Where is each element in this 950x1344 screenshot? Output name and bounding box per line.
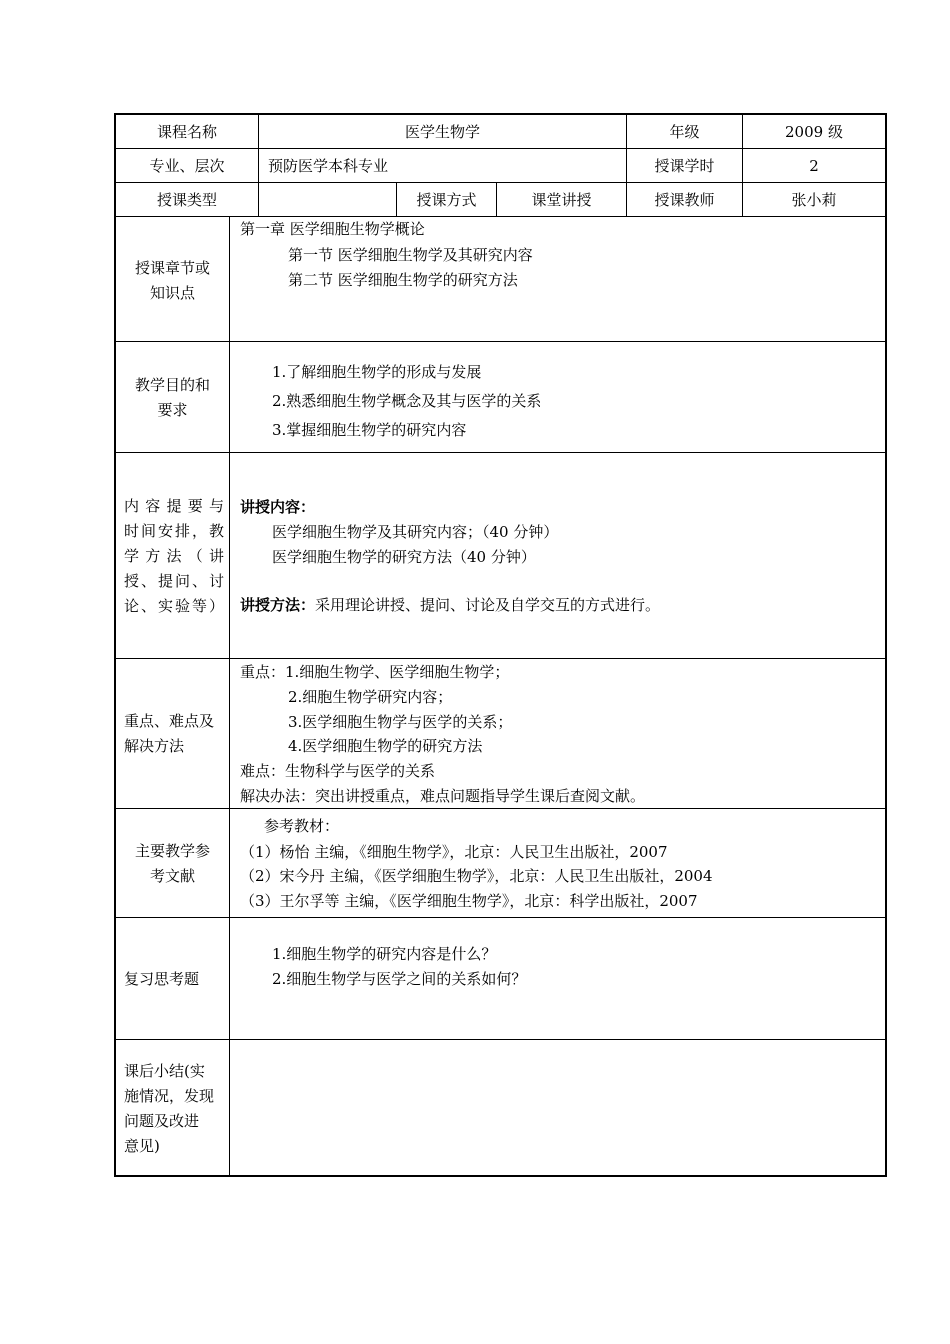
course-name-value: 医学生物学 xyxy=(404,123,480,141)
keypoint-line: 3.医学细胞生物学与医学的关系； xyxy=(288,713,513,731)
chapter-section-2: 第二节 医学细胞生物学的研究方法 xyxy=(288,271,518,289)
hours-value: 2 xyxy=(809,156,819,175)
method-text: 采用理论讲授、提问、讨论及自学交互的方式进行。 xyxy=(315,596,661,614)
type-label: 授课类型 xyxy=(156,191,217,209)
review-label: 复习思考题 xyxy=(124,970,200,988)
lecture-item: 医学细胞生物学的研究方法（40 分钟） xyxy=(272,548,536,566)
difficulty-line: 难点：生物科学与医学的关系 xyxy=(240,762,436,780)
keypoint-line: 2.细胞生物学研究内容； xyxy=(288,688,453,706)
method-line xyxy=(240,595,660,615)
lecture-heading: 讲授内容： xyxy=(240,498,316,516)
course-name-label: 课程名称 xyxy=(156,123,217,141)
review-question: 2.细胞生物学与医学之间的关系如何？ xyxy=(272,970,527,988)
chapters-label: 授课章节或 知识点 xyxy=(134,259,210,302)
objective-item: 3.掌握细胞生物学的研究内容 xyxy=(272,421,467,439)
chapter-title: 第一章 医学细胞生物学概论 xyxy=(240,220,425,238)
chapter-section-1: 第一节 医学细胞生物学及其研究内容 xyxy=(288,246,533,264)
grade-label: 年级 xyxy=(669,123,700,141)
reference-item: （3）王尔孚等 主编，《医学细胞生物学》，北京：科学出版社，2007 xyxy=(240,892,698,910)
references-heading: 参考教材： xyxy=(264,817,340,835)
objectives-label: 教学目的和 要求 xyxy=(134,376,210,419)
teacher-value: 张小莉 xyxy=(791,191,837,209)
objective-item: 1.了解细胞生物学的形成与发展 xyxy=(272,363,482,381)
keypoints-label: 重点、难点及 解决方法 xyxy=(124,712,215,755)
reference-item: （2）宋今丹 主编，《医学细胞生物学》，北京：人民卫生出版社，2004 xyxy=(240,867,713,885)
lecture-item: 医学细胞生物学及其研究内容；（40 分钟） xyxy=(272,523,559,541)
review-question: 1.细胞生物学的研究内容是什么？ xyxy=(272,945,497,963)
keypoint-line: 4.医学细胞生物学的研究方法 xyxy=(288,737,483,755)
content-label: 内 容 提 要 与 时间安排，教 学 方 法 （ 讲 授、提问、讨 论、实验等） xyxy=(124,497,224,615)
references-label: 主要教学参 考文献 xyxy=(134,842,210,885)
reference-item: （1）杨怡 主编，《细胞生物学》，北京：人民卫生出版社，2007 xyxy=(240,843,668,861)
summary-content-area xyxy=(230,1040,885,1175)
objective-item: 2.熟悉细胞生物学概念及其与医学的关系 xyxy=(272,392,542,410)
type-value xyxy=(259,183,396,216)
summary-label: 课后小结(实 施情况，发现 问题及改进 意见) xyxy=(124,1062,215,1155)
solution-line: 解决办法：突出讲授重点，难点问题指导学生课后查阅文献。 xyxy=(240,787,646,805)
method-label: 授课方式 xyxy=(416,191,477,209)
grade-value: 2009 级 xyxy=(785,123,843,141)
major-label: 专业、层次 xyxy=(149,157,225,175)
teacher-label: 授课教师 xyxy=(654,191,715,209)
method-value: 课堂讲授 xyxy=(531,191,592,209)
method-heading: 讲授方法： xyxy=(240,596,316,614)
hours-label: 授课学时 xyxy=(654,157,715,175)
keypoint-line: 重点：1.细胞生物学、医学细胞生物学； xyxy=(240,663,510,681)
major-value: 预防医学本科专业 xyxy=(268,157,389,175)
